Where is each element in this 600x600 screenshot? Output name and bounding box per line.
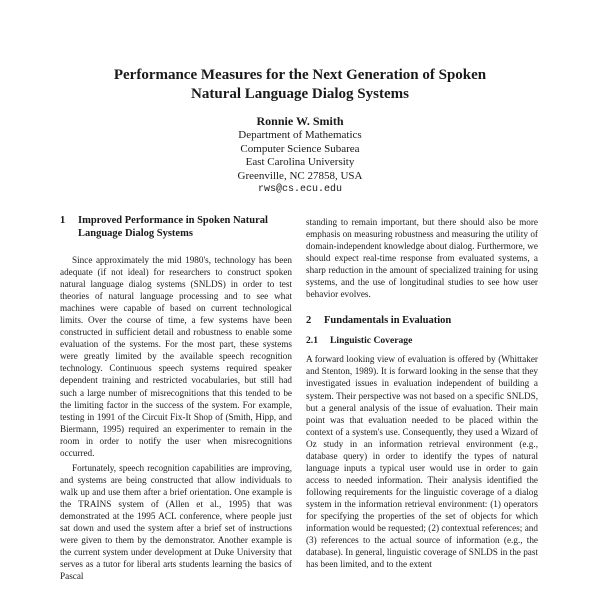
author-email: rws@cs.ecu.edu (257, 184, 342, 196)
affiliation-line: Computer Science Subarea (240, 142, 360, 155)
title-line-2: Natural Language Dialog Systems (191, 86, 409, 102)
title-line-1: Performance Measures for the Next Generation of Spoken (113, 67, 487, 83)
subsection-heading (306, 335, 538, 347)
section-number: 1 (60, 215, 66, 226)
subsection-title: Linguistic Coverage (330, 335, 413, 347)
author-block (150, 114, 450, 197)
section-heading-2 (306, 314, 538, 327)
affiliation-line: Greenville, NC 27858, USA (237, 169, 363, 182)
right-column (306, 216, 538, 570)
section-number: 2 (306, 315, 312, 327)
body-paragraph: A forward looking view of evaluation is offered by (Whittaker and Stenton, 1989). It is forward looking in the sense that they investigated issues in evaluation independent of building a system. Their perspective was not based on a specific SNLDS, but a general analysis of the issue of evaluation. Their main point was that evaluation needed to be placed within the context of a system's use. Consequently, they used a Wizard of Oz study in an information retrieval environment (e.g., database query) in order to identify the types of natural language inputs a typical user would use in order to gain access to needed information. Their analysis identified the following requirements for the linguistic coverage of a dialog system in the information retrieval environment: (1) operators for specifying the properties of the set of objects for which information would be requested; (2) contextual references; and (3) references to the actual source of information (e.g., the database). In general, linguistic coverage of SNLDS in the past has been limited, and to the extent (306, 354, 538, 570)
affiliation-line: East Carolina University (245, 156, 355, 169)
section-heading-1 (60, 214, 292, 240)
section-title: Improved Performance in Spoken Natural Language Dialog Systems (78, 215, 268, 239)
subsection-number: 2.1 (306, 335, 318, 347)
paper-title (60, 66, 540, 104)
body-paragraph-continued: standing to remain important, but there should also be more emphasis on measuring robustness and measuring the utility of domain-independent knowledge about dialog. Furthermore, we should expect real-time response from evaluated systems, a sharp reduction in the amount of specialized training for using systems, and the use of longitudinal studies to see how user behavior evolves. (306, 217, 538, 300)
author-name: Ronnie W. Smith (256, 114, 344, 128)
affiliation-line: Department of Mathematics (238, 129, 362, 141)
body-paragraph: Since approximately the mid 1980's, technology has been adequate (if not ideal) for researchers to construct spoken natural language dialog systems (SNLDS) in order to test theories of natural language processing and to see what machines were capable of based on current technological limits. Over the course of time, a few systems have been constructed in sufficient detail and robustness to enable some evaluation of the systems. For the most part, these systems were greatly limited by the available speech recognition technology. Continuous speech systems required speaker dependent training and restricted vocabularies, but still had such a large number of misrecognitions that this tended to be the limiting factor in the success of the system. For example, testing in 1991 of the Circuit Fix-It Shop of (Smith, Hipp, and Biermann, 1995) required an experimenter to remain in the room in order to notify the user when misrecognitions occurred. (60, 255, 292, 458)
left-column (60, 214, 292, 582)
section-title: Fundamentals in Evaluation (324, 315, 452, 327)
body-paragraph: Fortunately, speech recognition capabilities are improving, and systems are being constructed that allow individuals to walk up and use them after a brief orientation. One example is the TRAINS system of (Allen et al., 1995) that was demonstrated at the 1995 ACL conference, where people just sat down and used the system after a brief set of instructions were given to them by the demonstrator. Another example is the current system under development at Duke University that serves as a tutor for liberal arts students learning the basics of Pascal (60, 462, 292, 582)
